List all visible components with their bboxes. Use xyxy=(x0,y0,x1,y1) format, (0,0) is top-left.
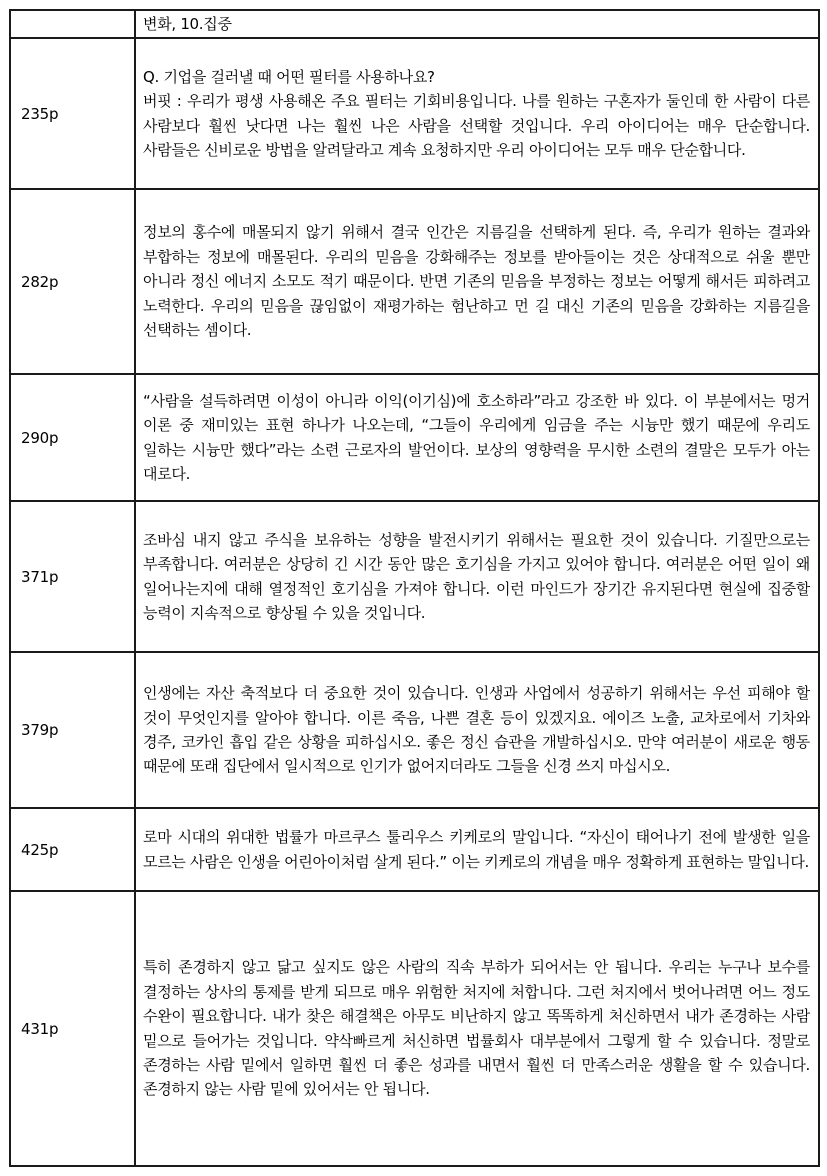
note-row-290p xyxy=(10,374,819,501)
note-paragraph: 특히 존경하지 않고 닮고 싶지도 않은 사람의 직속 부하가 되어서는 안 됩니다. 우리는 누구나 보수를 결정하는 상사의 통제를 받게 되므로 매우 위험한 처지에 처합니다. 그런 처지에서 벗어나려면 어느 정도 수완이 필요합니다. 내가 찾은 해결책은 아무도 비난하지 않고 똑똑하게 처신하면서 내가 존경하는 사람 밑으로 들어가는 것입니다. 약삭빠르게 처신하면 법률회사 대부분에서 그렇게 할 수 있습니다. 정말로 존경하는 사람 밑에서 일하면 훨씬 더 좋은 성과를 내면서 훨씬 더 만족스러운 생활을 할 수 있습니다. 존경하지 않는 사람 밑에 있어서는 안 됩니다. xyxy=(143,958,810,1099)
note-text xyxy=(135,652,819,808)
note-row-235p xyxy=(10,38,819,189)
page-number: 282p xyxy=(10,189,135,374)
note-text xyxy=(135,501,819,652)
page-number: 379p xyxy=(10,652,135,808)
note-row-379p xyxy=(10,652,819,808)
note-row-282p xyxy=(10,189,819,374)
page-number: 235p xyxy=(10,38,135,189)
page-number: 290p xyxy=(10,374,135,501)
page-number: 371p xyxy=(10,501,135,652)
answer-paragraph: 버핏 : 우리가 평생 사용해온 주요 필터는 기회비용입니다. 나를 원하는 구혼자가 둘인데 한 사람이 다른 사람보다 훨씬 낫다면 나는 훨씬 나은 사람을 선택할 것입니다. 우리 아이디어는 매우 단순합니다. 사람들은 신비로운 방법을 알려달라고 계속 요청하지만 우리 아이디어는 모두 매우 단순합니다. xyxy=(143,92,810,159)
question-line: Q. 기업을 걸러낼 때 어떤 필터를 사용하나요? xyxy=(143,67,435,86)
note-paragraph: 인생에는 자산 축적보다 더 중요한 것이 있습니다. 인생과 사업에서 성공하기 위해서는 우선 피해야 할 것이 무엇인지를 알아야 합니다. 이른 죽음, 나쁜 결혼 등이 있겠지요. 에이즈 노출, 교차로에서 기차와 경주, 코카인 흡입 같은 상황을 피하십시오. 좋은 정신 습관을 개발하십시오. 만약 여러분이 새로운 행동 때문에 또래 집단에서 일시적으로 인기가 없어지더라도 그들을 신경 쓰지 마십시오. xyxy=(143,684,810,776)
note-row-371p xyxy=(10,501,819,652)
header-page-cell xyxy=(10,10,135,38)
note-text xyxy=(135,189,819,374)
note-text xyxy=(135,374,819,501)
note-row-425p xyxy=(10,808,819,891)
notes-table xyxy=(9,9,820,1167)
note-paragraph: 정보의 홍수에 매몰되지 않기 위해서 결국 인간은 지름길을 선택하게 된다. 즉, 우리가 원하는 결과와 부합하는 정보에 매몰된다. 우리의 믿음을 강화해주는 정보를 받아들이는 것은 상대적으로 쉬울 뿐만 아니라 정신 에너지 소모도 적기 때문이다. 반면 기존의 믿음을 부정하는 정보는 어떻게 해서든 피하려고 노력한다. 우리의 믿음을 끊임없이 재평가하는 험난하고 먼 길 대신 기존의 믿음을 강화하는 지름길을 선택하는 셈이다. xyxy=(143,223,810,340)
note-text xyxy=(135,808,819,891)
page-number: 425p xyxy=(10,808,135,891)
note-text xyxy=(135,38,819,189)
page-number: 431p xyxy=(10,891,135,1166)
note-paragraph: “사람을 설득하려면 이성이 아니라 이익(이기심)에 호소하라”라고 강조한 바 있다. 이 부분에서는 멍거 이론 중 재미있는 표현 하나가 나오는데, “그들이 우리에게 임금을 주는 시늉만 했기 때문에 우리도 일하는 시늉만 했다”라는 소련 근로자의 발언이다. 보상의 영향력을 무시한 소련의 결말은 모두가 아는 대로다. xyxy=(143,391,810,483)
note-paragraph: 로마 시대의 위대한 법률가 마르쿠스 툴리우스 키케로의 말입니다. “자신이 태어나기 전에 발생한 일을 모르는 사람은 인생을 어린아이처럼 살게 된다.” 이는 키케로의 개념을 매우 정확하게 표현하는 말입니다. xyxy=(143,828,810,871)
header-title: 변화, 10.집중 xyxy=(135,10,819,38)
note-row-431p xyxy=(10,891,819,1166)
note-paragraph: 조바심 내지 않고 주식을 보유하는 성향을 발전시키기 위해서는 필요한 것이 있습니다. 기질만으로는 부족합니다. 여러분은 상당히 긴 시간 동안 많은 호기심을 가지고 있어야 합니다. 여러분은 어떤 일이 왜 일어나는지에 대해 열정적인 호기심을 가져야 합니다. 이런 마인드가 장기간 유지된다면 현실에 집중할 능력이 지속적으로 향상될 수 있을 것입니다. xyxy=(143,530,810,622)
note-text xyxy=(135,891,819,1166)
header-row xyxy=(10,10,819,38)
